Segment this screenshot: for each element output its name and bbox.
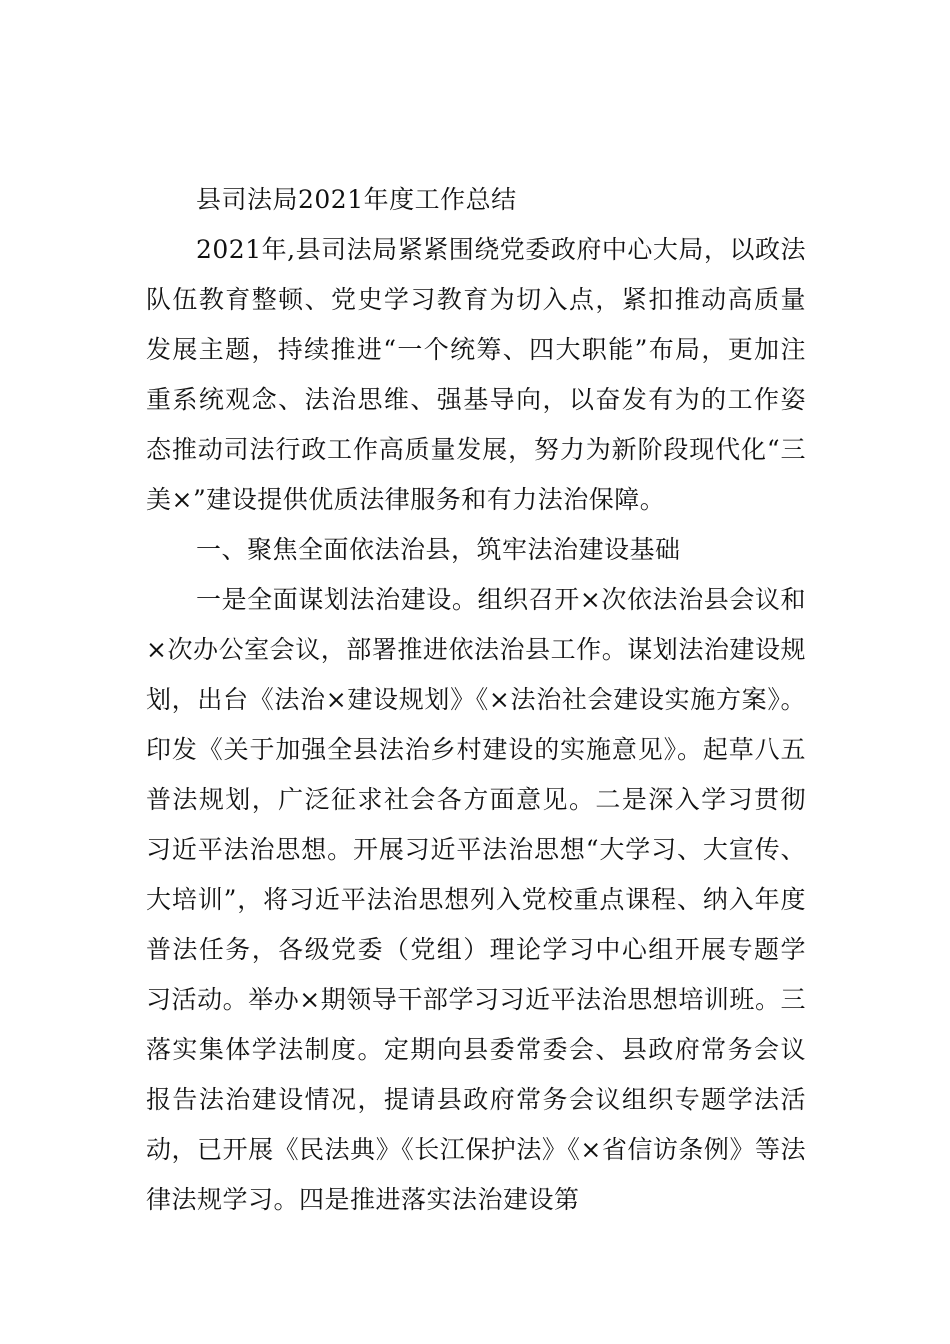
body-paragraph: 一是全面谋划法治建设。组织召开×次依法治县会议和×次办公室会议，部署推进依法治县工作。谋划法治建设规划，出台《法治×建设规划》《×法治社会建设实施方案》。印发《关于加强全县法治乡村建设的实施意见》。起草八五普法规划，广泛征求社会各方面意见。二是深入学习贯彻习近平法治思想。开展习近平法治思想“大学习、大宣传、大培训”，将习近平法治思想列入党校重点课程、纳入年度普法任务，各级党委（党组）理论学习中心组开展专题学习活动。举办×期领导干部学习习近平法治思想培训班。三落实集体学法制度。定期向县委常委会、县政府常务会议报告法治建设情况，提请县政府常务会议组织专题学法活动，已开展《民法典》《长江保护法》《×省信访条例》等法律法规学习。四是推进落实法治建设第 bbox=[146, 585, 806, 1214]
document-title: 县司法局2021年度工作总结 bbox=[196, 185, 517, 214]
document-body bbox=[146, 175, 806, 1225]
intro-paragraph: 2021年,县司法局紧紧围绕党委政府中心大局，以政法队伍教育整顿、党史学习教育为切入点，紧扣推动高质量发展主题，持续推进“一个统筹、四大职能”布局，更加注重系统观念、法治思维、强基导向，以奋发有为的工作姿态推动司法行政工作高质量发展，努力为新阶段现代化“三美×”建设提供优质法律服务和有力法治保障。 bbox=[146, 235, 806, 514]
section-heading-1: 一、聚焦全面依法治县，筑牢法治建设基础 bbox=[196, 535, 681, 564]
